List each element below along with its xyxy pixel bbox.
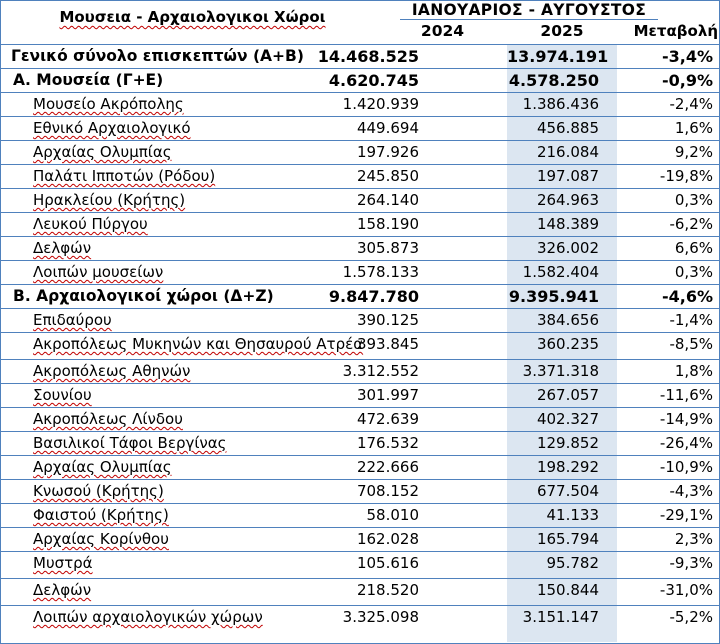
value-2025: 360.235 — [536, 335, 599, 353]
change-percent: -2,4% — [669, 95, 713, 113]
value-2025: 216.084 — [536, 143, 599, 161]
total-row — [1, 44, 719, 68]
table-row — [1, 332, 719, 359]
value-2025: 402.327 — [536, 410, 599, 428]
change-percent: -6,2% — [669, 215, 713, 233]
value-2024: 105.616 — [356, 554, 419, 572]
row-label — [33, 95, 184, 113]
change-percent: -4,3% — [669, 482, 713, 500]
change-percent: 9,2% — [674, 143, 713, 161]
value-2025: 3.371.318 — [522, 362, 599, 380]
change-percent: -19,8% — [659, 167, 713, 185]
row-label-text: Βασιλικοί Τάφοι Βεργίνας — [33, 434, 227, 452]
table-row — [1, 236, 719, 260]
value-2024: 393.845 — [356, 335, 419, 353]
change-percent: -0,9% — [661, 71, 713, 90]
value-2024: 158.190 — [356, 215, 419, 233]
table-title: Μουσεια - Αρχαιολογικοι Χώροι — [59, 8, 326, 26]
row-label — [33, 410, 183, 428]
row-label — [33, 143, 172, 161]
change-percent: -11,6% — [659, 386, 713, 404]
value-2024: 14.468.525 — [317, 47, 419, 66]
value-2024: 708.152 — [356, 482, 419, 500]
row-label-text: Μουσείο Ακρόπολης — [33, 95, 184, 113]
value-2024: 449.694 — [356, 119, 419, 137]
value-2025: 3.151.147 — [522, 608, 599, 626]
row-label-text: Ακροπόλεως Μυκηνών και Θησαυρού Ατρέα — [33, 335, 364, 353]
row-label — [33, 263, 163, 281]
row-label — [33, 311, 112, 329]
row-label-text: Φαιστού (Κρήτης) — [33, 506, 169, 524]
value-2025: 4.578.250 — [508, 71, 599, 90]
table-row — [1, 551, 719, 578]
value-2024: 472.639 — [356, 410, 419, 428]
row-label-text: Δελφών — [33, 239, 92, 257]
row-label-text: Σουνίου — [33, 386, 92, 404]
row-label-text: Ακροπόλεως Αθηνών — [33, 362, 191, 380]
table-row — [1, 308, 719, 332]
period-header: ΙΑΝΟΥΑΡΙΟΣ - ΑΥΓΟΥΣΤΟΣ — [400, 0, 658, 20]
table-row — [1, 140, 719, 164]
table-row — [1, 527, 719, 551]
row-label: Β. Αρχαιολογικοί χώροι (Δ+Ζ) — [13, 287, 274, 305]
change-percent: -29,1% — [659, 506, 713, 524]
value-2024: 301.997 — [356, 386, 419, 404]
table-row — [1, 359, 719, 383]
row-label-text: Μυστρά — [33, 554, 93, 572]
value-2024: 264.140 — [356, 191, 419, 209]
value-2024: 245.850 — [356, 167, 419, 185]
value-2024: 390.125 — [356, 311, 419, 329]
table-row — [1, 479, 719, 503]
row-label — [33, 239, 91, 257]
value-2025: 148.389 — [536, 215, 599, 233]
row-label-text: Αρχαίας Κορίνθου — [33, 530, 169, 548]
change-percent: -9,3% — [669, 554, 713, 572]
change-percent: 0,3% — [674, 191, 713, 209]
row-label — [33, 215, 148, 233]
table-row — [1, 212, 719, 236]
row-label-text: Εθνικό Αρχαιολογικό — [33, 119, 191, 137]
table-row — [1, 92, 719, 116]
row-label-text: Λοιπών μουσείων — [33, 263, 164, 281]
value-2025: 326.002 — [536, 239, 599, 257]
change-percent: 1,8% — [674, 362, 713, 380]
row-label — [33, 362, 190, 380]
value-2024: 1.420.939 — [342, 95, 419, 113]
change-percent: -26,4% — [659, 434, 713, 452]
table-row — [1, 383, 719, 407]
value-2024: 4.620.745 — [328, 71, 419, 90]
row-label — [33, 191, 185, 209]
value-2024: 305.873 — [356, 239, 419, 257]
column-header-2024: 2024 — [420, 22, 465, 40]
value-2024: 58.010 — [366, 506, 419, 524]
row-label: Α. Μουσεία (Γ+Ε) — [13, 71, 164, 89]
value-2025: 95.782 — [546, 554, 599, 572]
section-row — [1, 284, 719, 308]
value-2025: 129.852 — [536, 434, 599, 452]
row-label — [33, 581, 91, 599]
row-label-text: Αρχαίας Ολυμπίας — [33, 143, 172, 161]
change-percent: 6,6% — [674, 239, 713, 257]
value-2025: 456.885 — [536, 119, 599, 137]
row-label — [33, 554, 93, 572]
row-label — [33, 119, 191, 137]
row-label-text: Ακροπόλεως Λίνδου — [33, 410, 183, 428]
row-label — [33, 434, 226, 452]
row-label-text: Λευκού Πύργου — [33, 215, 148, 233]
table-row — [1, 188, 719, 212]
change-percent: -4,6% — [661, 287, 713, 306]
row-label: Γενικό σύνολο επισκεπτών (Α+Β) — [11, 47, 304, 65]
change-percent: -5,2% — [669, 608, 713, 626]
row-label-text: Κνωσού (Κρήτης) — [33, 482, 164, 500]
change-percent: 0,3% — [674, 263, 713, 281]
row-label — [33, 482, 164, 500]
row-label-text: Επιδαύρου — [33, 311, 112, 329]
value-2025: 267.057 — [536, 386, 599, 404]
table-row — [1, 260, 719, 284]
change-percent: -8,5% — [669, 335, 713, 353]
change-percent: -31,0% — [659, 581, 713, 599]
row-label — [33, 458, 172, 476]
row-label-text: Ηρακλείου (Κρήτης) — [33, 191, 186, 209]
row-label-text: Λοιπών αρχαιολογικών χώρων — [33, 608, 263, 626]
table-row — [1, 578, 719, 605]
value-2024: 9.847.780 — [328, 287, 419, 306]
value-2024: 218.520 — [356, 581, 419, 599]
value-2024: 3.312.552 — [342, 362, 419, 380]
row-label — [33, 530, 169, 548]
value-2025: 41.133 — [546, 506, 599, 524]
value-2025: 150.844 — [536, 581, 599, 599]
table-row — [1, 455, 719, 479]
value-2024: 1.578.133 — [342, 263, 419, 281]
table-row — [1, 116, 719, 140]
value-2025: 9.395.941 — [508, 287, 599, 306]
row-label — [33, 386, 92, 404]
change-percent: -3,4% — [661, 47, 713, 66]
table-row — [1, 431, 719, 455]
value-2024: 3.325.098 — [342, 608, 419, 626]
value-2025: 264.963 — [536, 191, 599, 209]
change-percent: 1,6% — [674, 119, 713, 137]
value-2025: 1.386.436 — [522, 95, 599, 113]
value-2025: 165.794 — [536, 530, 599, 548]
change-percent: -10,9% — [659, 458, 713, 476]
change-percent: 2,3% — [674, 530, 713, 548]
table-row — [1, 503, 719, 527]
value-2025: 13.974.191 — [507, 47, 609, 66]
value-2025: 197.087 — [536, 167, 599, 185]
row-label — [33, 167, 215, 185]
value-2024: 222.666 — [356, 458, 419, 476]
value-2025: 198.292 — [536, 458, 599, 476]
table-row — [1, 407, 719, 431]
change-percent: -1,4% — [669, 311, 713, 329]
table-body — [1, 44, 719, 629]
value-2024: 197.926 — [356, 143, 419, 161]
change-percent: -14,9% — [659, 410, 713, 428]
column-header-change: Μεταβολή — [633, 22, 718, 40]
row-label — [33, 608, 263, 626]
row-label-text: Αρχαίας Ολυμπίας — [33, 458, 172, 476]
value-2025: 384.656 — [536, 311, 599, 329]
table-row — [1, 164, 719, 188]
row-label-text: Δελφών — [33, 581, 92, 599]
row-label — [33, 506, 169, 524]
value-2025: 677.504 — [536, 482, 599, 500]
value-2024: 176.532 — [356, 434, 419, 452]
row-label-text: Παλάτι Ιπποτών (Ρόδου) — [33, 167, 216, 185]
value-2024: 162.028 — [356, 530, 419, 548]
value-2025: 1.582.404 — [522, 263, 599, 281]
table-row — [1, 605, 719, 629]
column-header-2025: 2025 — [540, 22, 584, 40]
section-row — [1, 68, 719, 92]
